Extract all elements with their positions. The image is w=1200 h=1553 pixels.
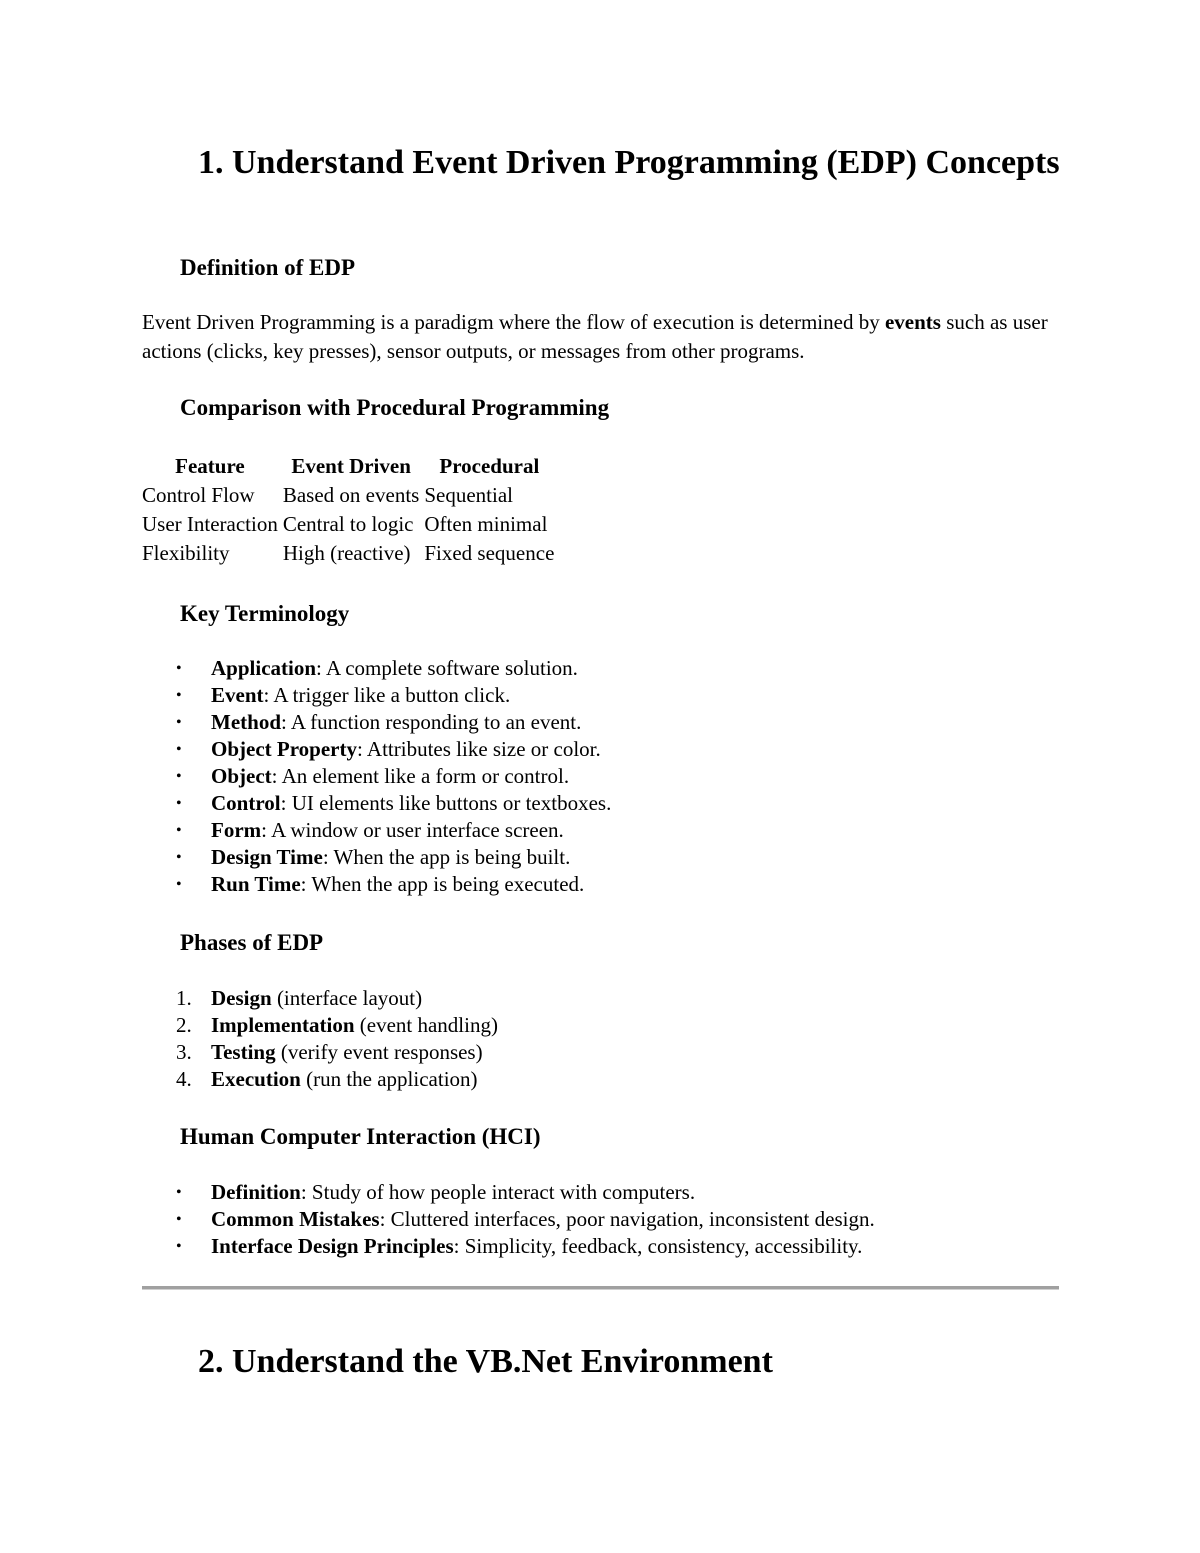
definition-text-bold: events (884, 310, 941, 334)
term-label: Run Time (211, 872, 301, 896)
comparison-heading: Comparison with Procedural Programming (180, 395, 610, 420)
table-row (140, 481, 557, 510)
list-item (142, 1066, 498, 1093)
terminology-list (142, 655, 611, 898)
phase-description: (event handling) (354, 1013, 498, 1037)
term-description: : A trigger like a button click. (263, 683, 511, 707)
table-row (140, 510, 557, 539)
term-label: Design Time (211, 845, 323, 869)
list-item (142, 736, 611, 763)
term-label: Control (211, 791, 281, 815)
phase-description: (interface layout) (271, 986, 423, 1010)
bullet-icon: • (176, 768, 182, 785)
phase-label: Testing (211, 1040, 276, 1064)
table-cell: Sequential (424, 483, 513, 507)
table-row (140, 539, 557, 568)
table-cell: Central to logic (282, 512, 414, 536)
table-cell: Flexibility (142, 541, 230, 565)
definition-text-start: Event Driven Programming is a paradigm where the flow of execution is determined by (142, 310, 885, 334)
list-item (142, 709, 611, 736)
list-item (142, 817, 611, 844)
bullet-icon: • (176, 795, 182, 812)
phases-heading: Phases of EDP (180, 930, 324, 955)
table-cell: Fixed sequence (424, 541, 555, 565)
term-label: Form (211, 818, 262, 842)
bullet-icon: • (176, 1184, 182, 1201)
bullet-icon: • (176, 687, 182, 704)
list-item (142, 1039, 498, 1066)
bullet-icon: • (176, 1211, 182, 1228)
horizontal-divider (142, 1286, 1059, 1290)
phase-description: (verify event responses) (275, 1040, 483, 1064)
term-label: Object (211, 764, 272, 788)
term-description: : Study of how people interact with computers. (300, 1180, 696, 1204)
bullet-icon: • (176, 714, 182, 731)
list-item (142, 1012, 498, 1039)
term-description: : Attributes like size or color. (356, 737, 601, 761)
term-label: Application (211, 656, 317, 680)
list-item (142, 763, 611, 790)
bullet-icon: • (176, 660, 182, 677)
term-label: Event (211, 683, 264, 707)
list-item (142, 682, 611, 709)
term-description: : A window or user interface screen. (261, 818, 564, 842)
term-label: Definition (211, 1180, 301, 1204)
table-header-procedural: Procedural (439, 453, 540, 478)
hci-heading: Human Computer Interaction (HCI) (180, 1124, 541, 1149)
term-label: Method (211, 710, 281, 734)
list-item (142, 871, 611, 898)
list-number: 1. (176, 986, 192, 1010)
phase-label: Design (211, 986, 272, 1010)
term-description: : UI elements like buttons or textboxes. (280, 791, 612, 815)
term-description: : An element like a form or control. (271, 764, 570, 788)
term-description: : Simplicity, feedback, consistency, accessibility. (453, 1234, 863, 1258)
section-1-title: 1. Understand Event Driven Programming (EDP) Concepts (198, 144, 1060, 181)
comparison-table (140, 451, 557, 568)
table-cell: Based on events (282, 483, 420, 507)
term-description: : A complete software solution. (316, 656, 578, 680)
list-item (142, 1233, 875, 1260)
list-item (142, 1179, 875, 1206)
phase-label: Implementation (211, 1013, 355, 1037)
list-number: 4. (176, 1067, 192, 1091)
table-header-row (140, 451, 557, 481)
phases-list (142, 985, 498, 1093)
term-label: Interface Design Principles (211, 1234, 454, 1258)
table-cell: High (reactive) (282, 541, 411, 565)
definition-paragraph (142, 308, 1062, 366)
list-item (142, 985, 498, 1012)
terminology-heading: Key Terminology (180, 601, 350, 626)
definition-heading: Definition of EDP (180, 255, 356, 280)
table-header-feature: Feature (175, 453, 245, 478)
table-header-event-driven: Event Driven (291, 453, 411, 478)
phase-label: Execution (211, 1067, 301, 1091)
term-description: : When the app is being executed. (300, 872, 585, 896)
table-cell: Often minimal (424, 512, 548, 536)
table-cell: Control Flow (142, 483, 255, 507)
bullet-icon: • (176, 876, 182, 893)
section-2-title: 2. Understand the VB.Net Environment (198, 1343, 773, 1380)
bullet-icon: • (176, 1238, 182, 1255)
bullet-icon: • (176, 822, 182, 839)
list-number: 2. (176, 1013, 192, 1037)
definition-text-end: such as user actions (clicks, key presses), sensor outputs, or messages from other programs. (142, 310, 1048, 363)
list-item (142, 844, 611, 871)
list-number: 3. (176, 1040, 192, 1064)
table-cell: User Interaction (142, 512, 278, 536)
list-item (142, 1206, 875, 1233)
list-item (142, 790, 611, 817)
bullet-icon: • (176, 741, 182, 758)
list-item (142, 655, 611, 682)
hci-list (142, 1179, 875, 1260)
term-label: Common Mistakes (211, 1207, 380, 1231)
term-description: : A function responding to an event. (281, 710, 582, 734)
term-description: : When the app is being built. (322, 845, 571, 869)
term-label: Object Property (211, 737, 357, 761)
phase-description: (run the application) (300, 1067, 478, 1091)
bullet-icon: • (176, 849, 182, 866)
term-description: : Cluttered interfaces, poor navigation, inconsistent design. (379, 1207, 875, 1231)
